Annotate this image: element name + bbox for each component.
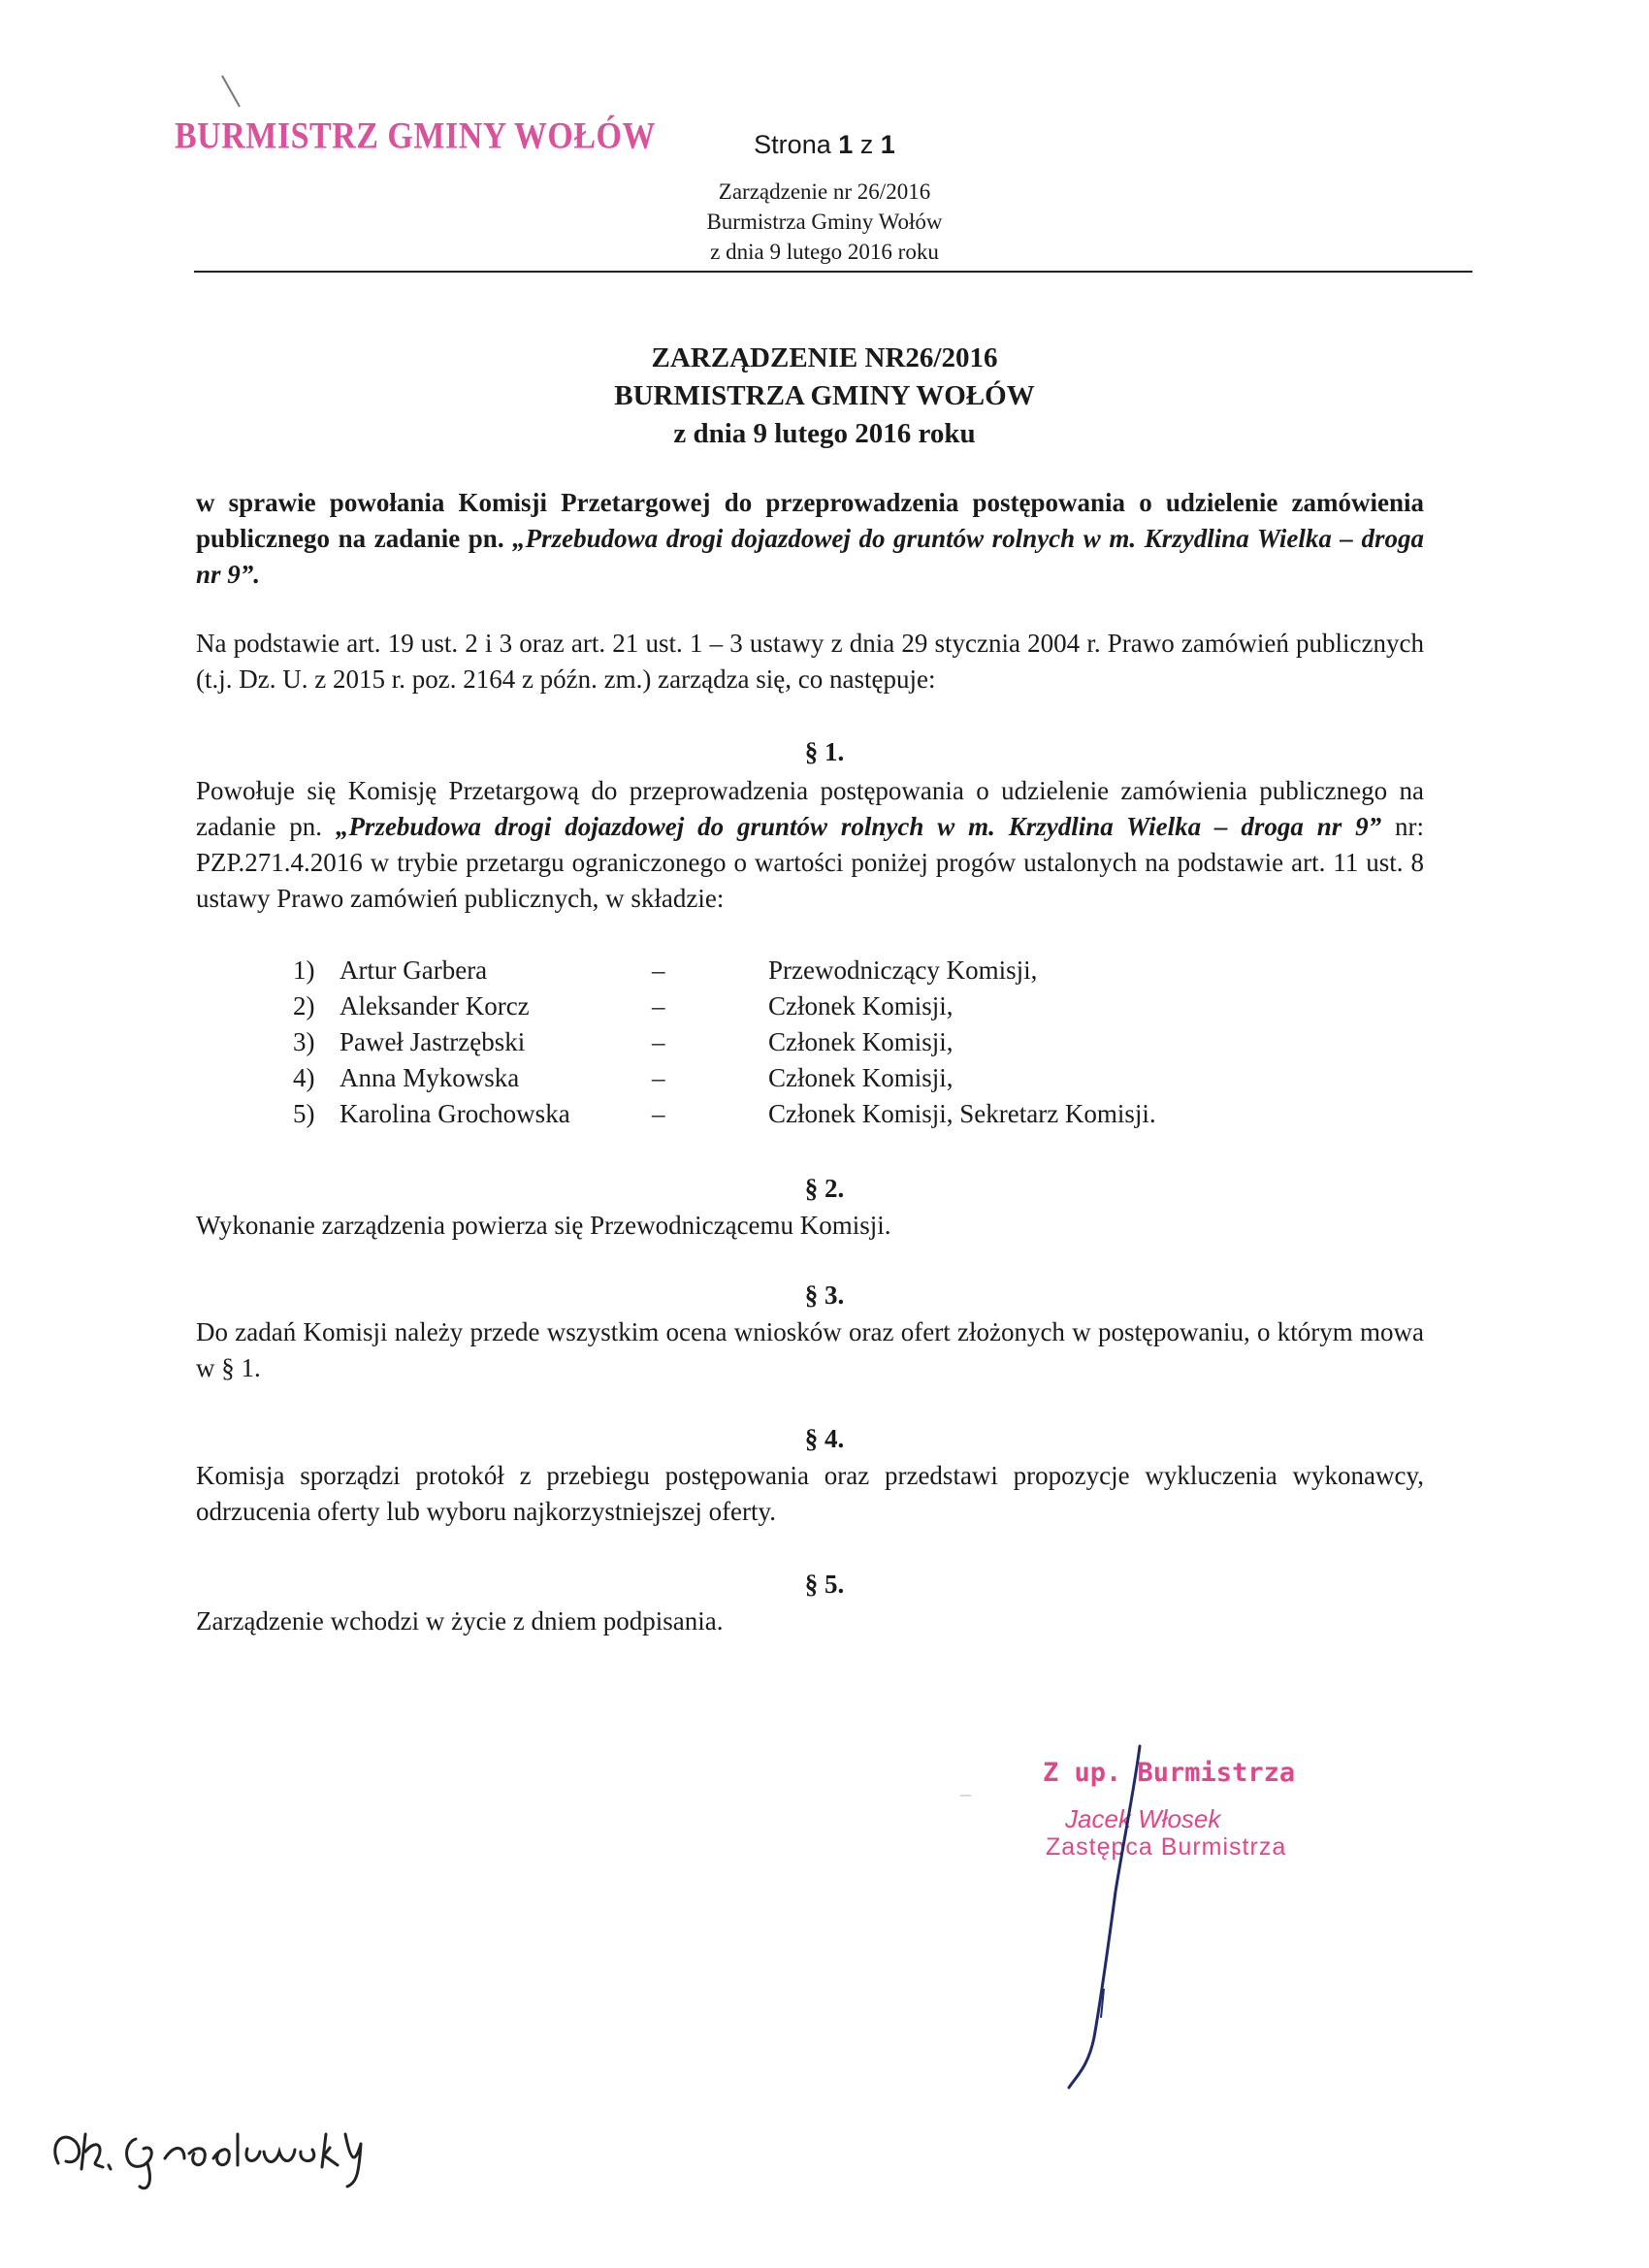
section-5-text: Zarządzenie wchodzi w życie z dniem podpisania.	[196, 1606, 724, 1636]
member-4-role: Członek Komisji,	[768, 1063, 954, 1092]
member-5-role: Członek Komisji, Sekretarz Komisji.	[768, 1099, 1156, 1128]
header-ref-line1: Zarządzenie nr 26/2016	[718, 179, 931, 204]
section-3-heading: § 3.	[804, 1280, 845, 1310]
page-number: Strona 1 z 1	[754, 130, 895, 159]
member-1-dash: –	[652, 956, 665, 985]
section-2-heading: § 2.	[804, 1174, 845, 1203]
member-5-dash: –	[652, 1099, 665, 1128]
member-2-dash: –	[652, 991, 665, 1021]
section-4-text: Komisja sporządzi protokół z przebiegu postępowania oraz przedstawi propozycje wykluczenia wykonawcy, odrzucenia oferty lub wyboru najkorzystniejszej oferty.	[196, 1461, 1424, 1526]
handwritten-initials	[39, 2105, 466, 2192]
signature-stamp-name: Jacek Włosek	[1065, 1804, 1221, 1833]
section-5-heading: § 5.	[804, 1570, 845, 1599]
doc-title-line2: BURMISTRZA GMINY WOŁÓW	[614, 380, 1035, 411]
member-2-role: Członek Komisji,	[768, 991, 954, 1021]
member-1-name: Artur Garbera	[340, 956, 488, 985]
section-2-text: Wykonanie zarządzenia powierza się Przewodniczącemu Komisji.	[196, 1211, 891, 1240]
member-5-name: Karolina Grochowska	[340, 1099, 570, 1128]
member-2-name: Aleksander Korcz	[340, 991, 530, 1021]
member-3-role: Członek Komisji,	[768, 1027, 954, 1056]
legal-basis-paragraph: Na podstawie art. 19 ust. 2 i 3 oraz art. 21 ust. 1 – 3 ustawy z dnia 29 stycznia 2004 r. Prawo zamówień publicznych (t.j. Dz. U. z 2015 r. poz. 2164 z późn. zm.) zarządza się, co następuje:	[196, 629, 1424, 694]
header-ref-line3: z dnia 9 lutego 2016 roku	[710, 240, 939, 264]
member-3-dash: –	[652, 1027, 665, 1056]
member-3-num: 3)	[293, 1027, 315, 1056]
member-2-num: 2)	[293, 991, 315, 1021]
header-ref-line2: Burmistrza Gminy Wołów	[706, 210, 943, 234]
signature-stamp-authority: Z up. Burmistrza	[1043, 1758, 1296, 1788]
handwritten-signature	[1048, 1727, 1183, 2095]
signature-stamp-role: Zastępca Burmistrza	[1046, 1833, 1287, 1861]
subject-paragraph: w sprawie powołania Komisji Przetargowej do przeprowadzenia postępowania o udzielenie zamówienia publicznego na zadanie pn. „Przebudowa drogi dojazdowej do gruntów rolnych w m. Krzydlina Wielka – droga nr 9”.	[196, 488, 1424, 589]
office-stamp: BURMISTRZ GMINY WOŁÓW	[175, 115, 656, 157]
member-4-dash: –	[652, 1063, 665, 1092]
member-1-role: Przewodniczący Komisji,	[768, 956, 1038, 985]
doc-title-line3: z dnia 9 lutego 2016 roku	[673, 418, 976, 449]
section-3-text: Do zadań Komisji należy przede wszystkim ocena wniosków oraz ofert złożonych w postępowaniu, o którym mowa w § 1.	[196, 1317, 1424, 1382]
member-4-name: Anna Mykowska	[340, 1063, 520, 1092]
member-4-num: 4)	[293, 1063, 315, 1092]
member-1-num: 1)	[293, 956, 315, 985]
section-1-text: Powołuje się Komisję Przetargową do przeprowadzenia postępowania o udzielenie zamówienia publicznego na zadanie pn. „Przebudowa drogi dojazdowej do gruntów rolnych w m. Krzydlina Wielka – droga nr 9” nr: PZP.271.4.2016 w trybie przetargu ograniczonego o wartości poniżej progów ustalonych na podstawie art. 11 ust. 8 ustawy Prawo zamówień publicznych, w składzie:	[196, 776, 1425, 913]
doc-title-line1: ZARZĄDZENIE NR26/2016	[651, 342, 998, 373]
member-3-name: Paweł Jastrzębski	[340, 1027, 526, 1056]
header-rule	[194, 271, 1472, 273]
section-1-heading: § 1.	[804, 737, 845, 766]
member-5-num: 5)	[293, 1099, 315, 1128]
dash-mark: –	[960, 1781, 971, 1805]
section-4-heading: § 4.	[804, 1424, 845, 1453]
